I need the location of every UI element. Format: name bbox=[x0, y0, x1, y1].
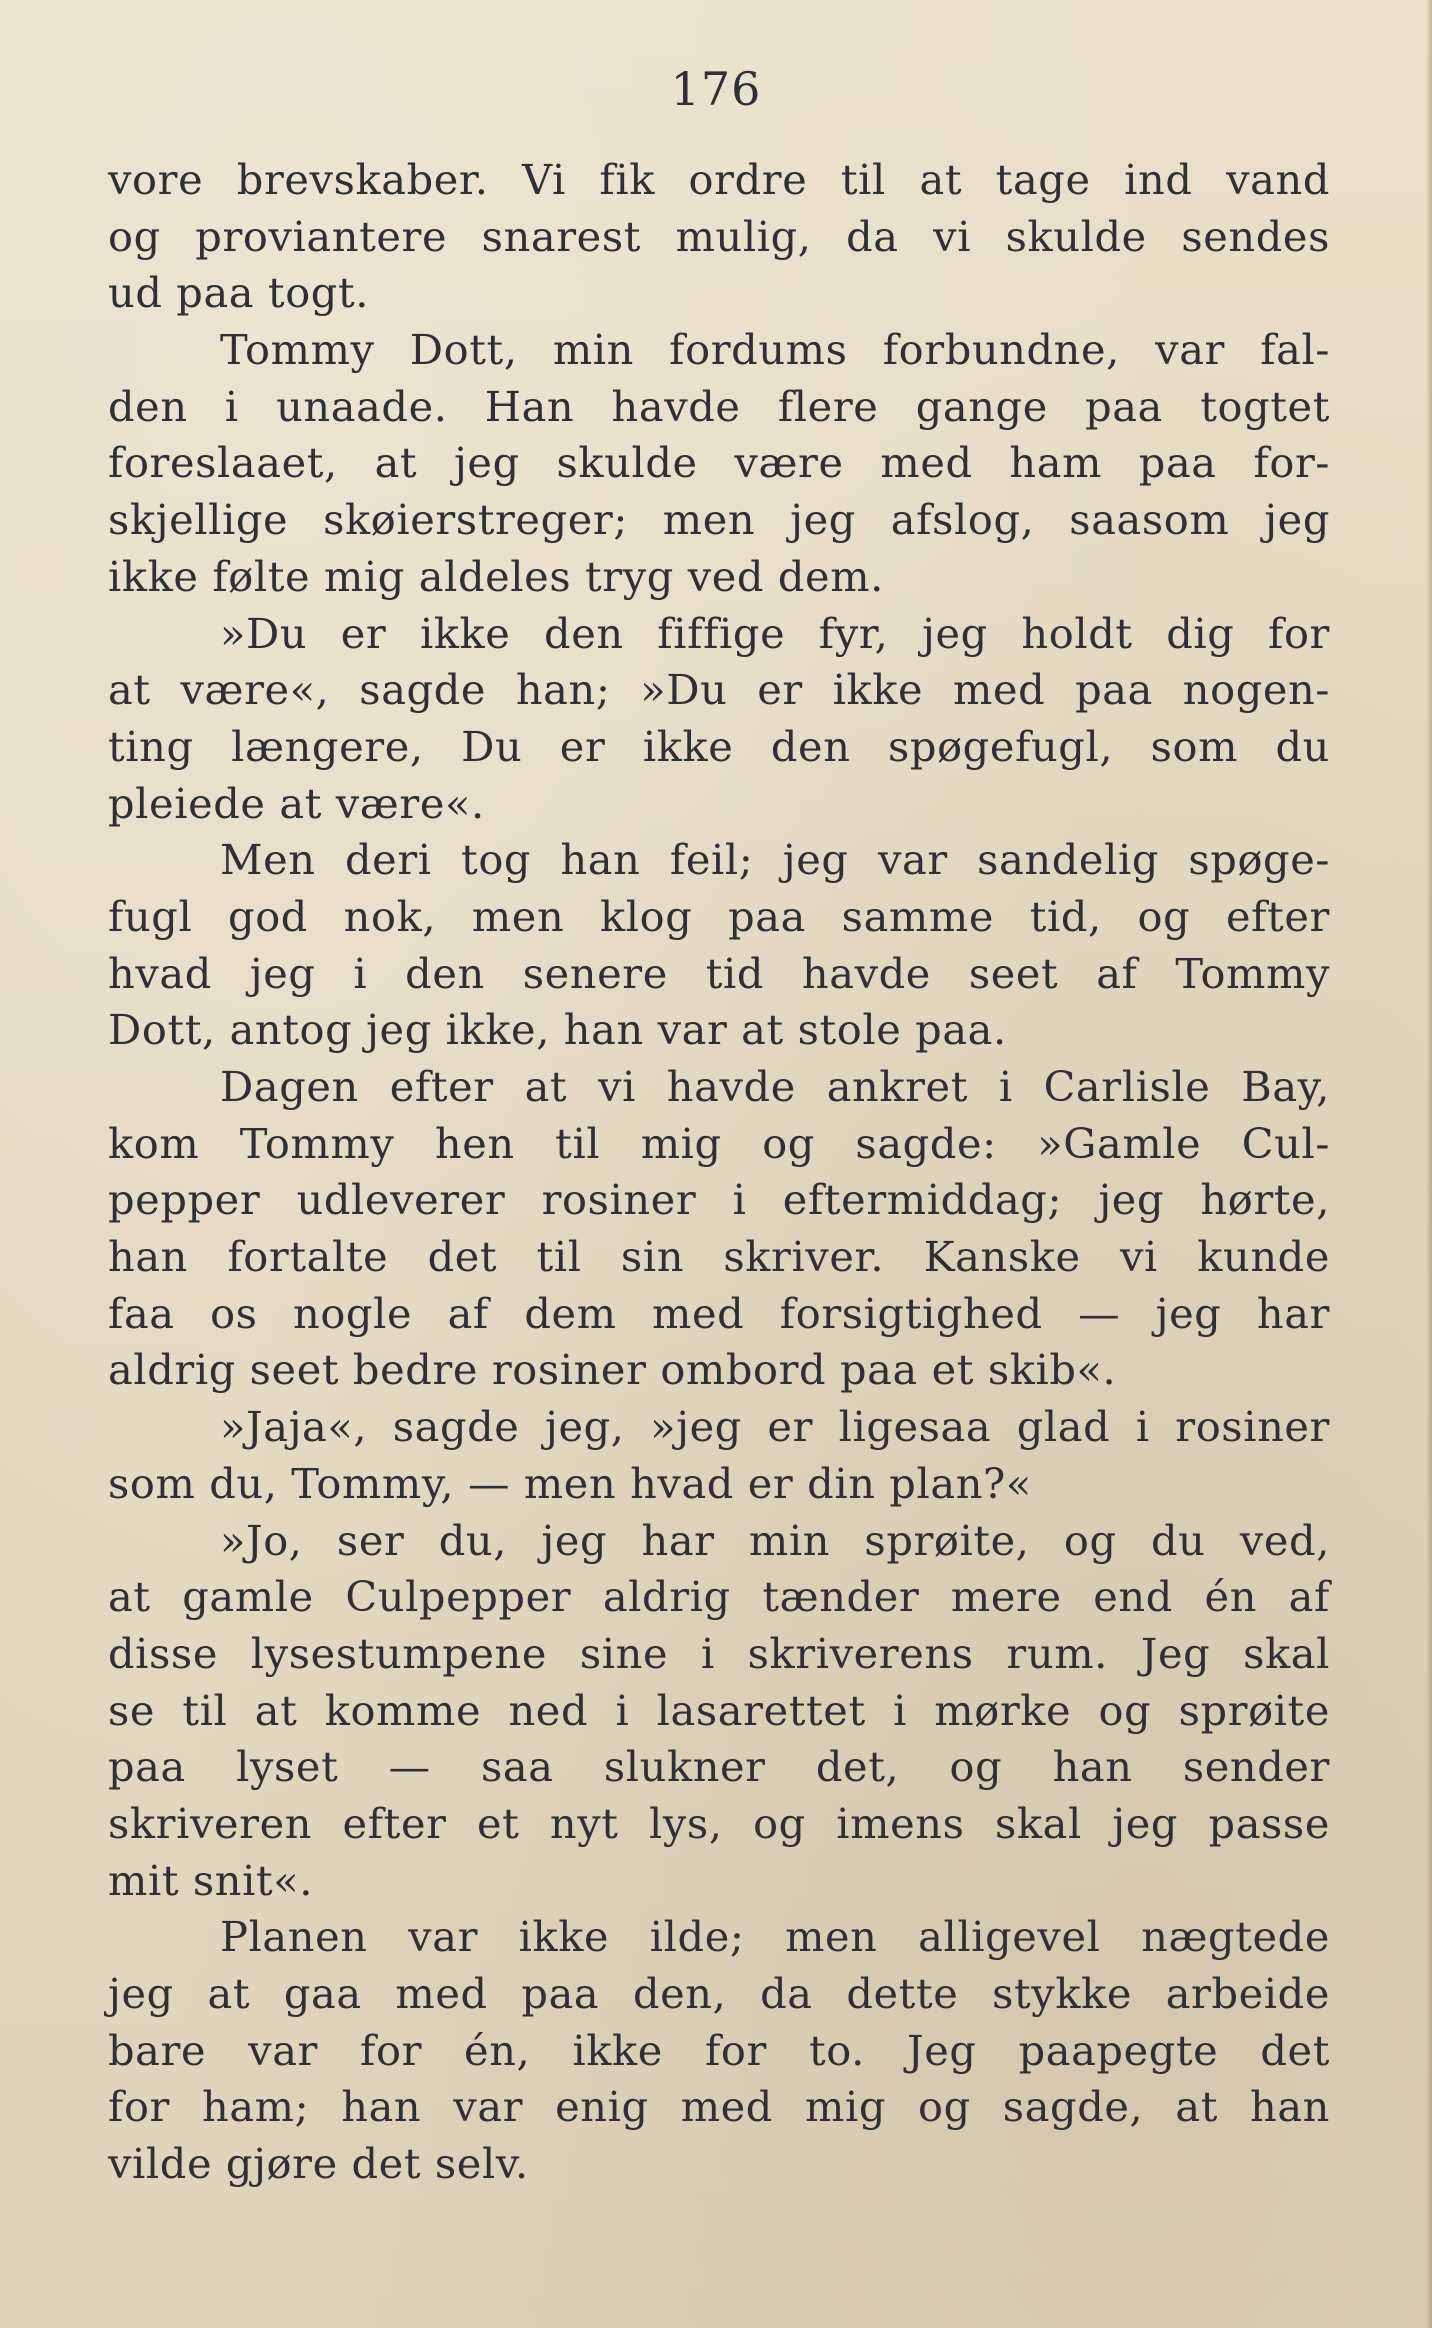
text-line: ud paa togt. bbox=[108, 268, 370, 318]
text-line: bare var for én, ikke for to. Jeg paapegte det bbox=[108, 2025, 1330, 2075]
text-line: fugl god nok, men klog paa samme tid, og efter bbox=[108, 891, 1330, 941]
text-line: Men deri tog han feil; jeg var sandelig spøge- bbox=[220, 835, 1330, 885]
text-line: ting længere, Du er ikke den spøgefugl, som du bbox=[108, 721, 1330, 771]
text-line: at gamle Culpepper aldrig tænder mere end én af bbox=[108, 1572, 1330, 1622]
text-line: han fortalte det til sin skriver. Kanske vi kunde bbox=[108, 1232, 1330, 1282]
text-line: mit snit«. bbox=[108, 1855, 314, 1905]
text-line: og proviantere snarest mulig, da vi skulde sendes bbox=[108, 211, 1330, 261]
text-line: »Du er ikke den fiffige fyr, jeg holdt dig for bbox=[220, 608, 1330, 658]
text-line: Tommy Dott, min fordums forbundne, var fal- bbox=[220, 325, 1330, 375]
text-line: disse lysestumpene sine i skriverens rum. Jeg skal bbox=[108, 1628, 1330, 1678]
text-line: skjellige skøierstreger; men jeg afslog, saasom jeg bbox=[108, 495, 1330, 545]
text-line: hvad jeg i den senere tid havde seet af Tommy bbox=[108, 948, 1330, 998]
text-line: Dagen efter at vi havde ankret i Carlisle Bay, bbox=[220, 1062, 1330, 1111]
text-line: ikke følte mig aldeles tryg ved dem. bbox=[108, 551, 884, 601]
page-edge-shadow bbox=[1426, 0, 1432, 2328]
text-line: kom Tommy hen til mig og sagde: »Gamle Cul- bbox=[108, 1118, 1330, 1168]
text-line: vore brevskaber. Vi fik ordre til at tage ind vand bbox=[108, 155, 1330, 204]
text-line: »Jaja«, sagde jeg, »jeg er ligesaa glad i rosiner bbox=[220, 1402, 1330, 1452]
text-line: aldrig seet bedre rosiner ombord paa et skib«. bbox=[108, 1345, 1117, 1395]
text-line: skriveren efter et nyt lys, og imens skal jeg passe bbox=[108, 1798, 1330, 1848]
text-line: Dott, antog jeg ikke, han var at stole paa. bbox=[108, 1005, 1007, 1055]
text-line: for ham; han var enig med mig og sagde, at han bbox=[108, 2082, 1330, 2132]
text-line: paa lyset — saa slukner det, og han sender bbox=[108, 1742, 1330, 1792]
text-line: vilde gjøre det selv. bbox=[108, 2139, 529, 2189]
text-line: faa os nogle af dem med forsigtighed — jeg har bbox=[108, 1288, 1330, 1338]
text-line: pleiede at være«. bbox=[108, 778, 485, 828]
text-line: »Jo, ser du, jeg har min sprøite, og du ved, bbox=[220, 1515, 1330, 1565]
body-text bbox=[108, 152, 1330, 2193]
text-line: jeg at gaa med paa den, da dette stykke arbeide bbox=[108, 1969, 1330, 2018]
text-line: at være«, sagde han; »Du er ikke med paa nogen- bbox=[108, 665, 1330, 715]
text-line: pepper udleverer rosiner i eftermiddag; jeg hørte, bbox=[108, 1175, 1330, 1225]
text-line: som du, Tommy, — men hvad er din plan?« bbox=[108, 1458, 1032, 1508]
text-line: Planen var ikke ilde; men alligevel nægtede bbox=[220, 1912, 1330, 1962]
page-number: 176 bbox=[670, 62, 762, 116]
text-line: se til at komme ned i lasarettet i mørke og sprøite bbox=[108, 1685, 1330, 1735]
text-line: foreslaaet, at jeg skulde være med ham paa for- bbox=[108, 438, 1330, 488]
text-line: den i unaade. Han havde flere gange paa togtet bbox=[108, 381, 1330, 431]
